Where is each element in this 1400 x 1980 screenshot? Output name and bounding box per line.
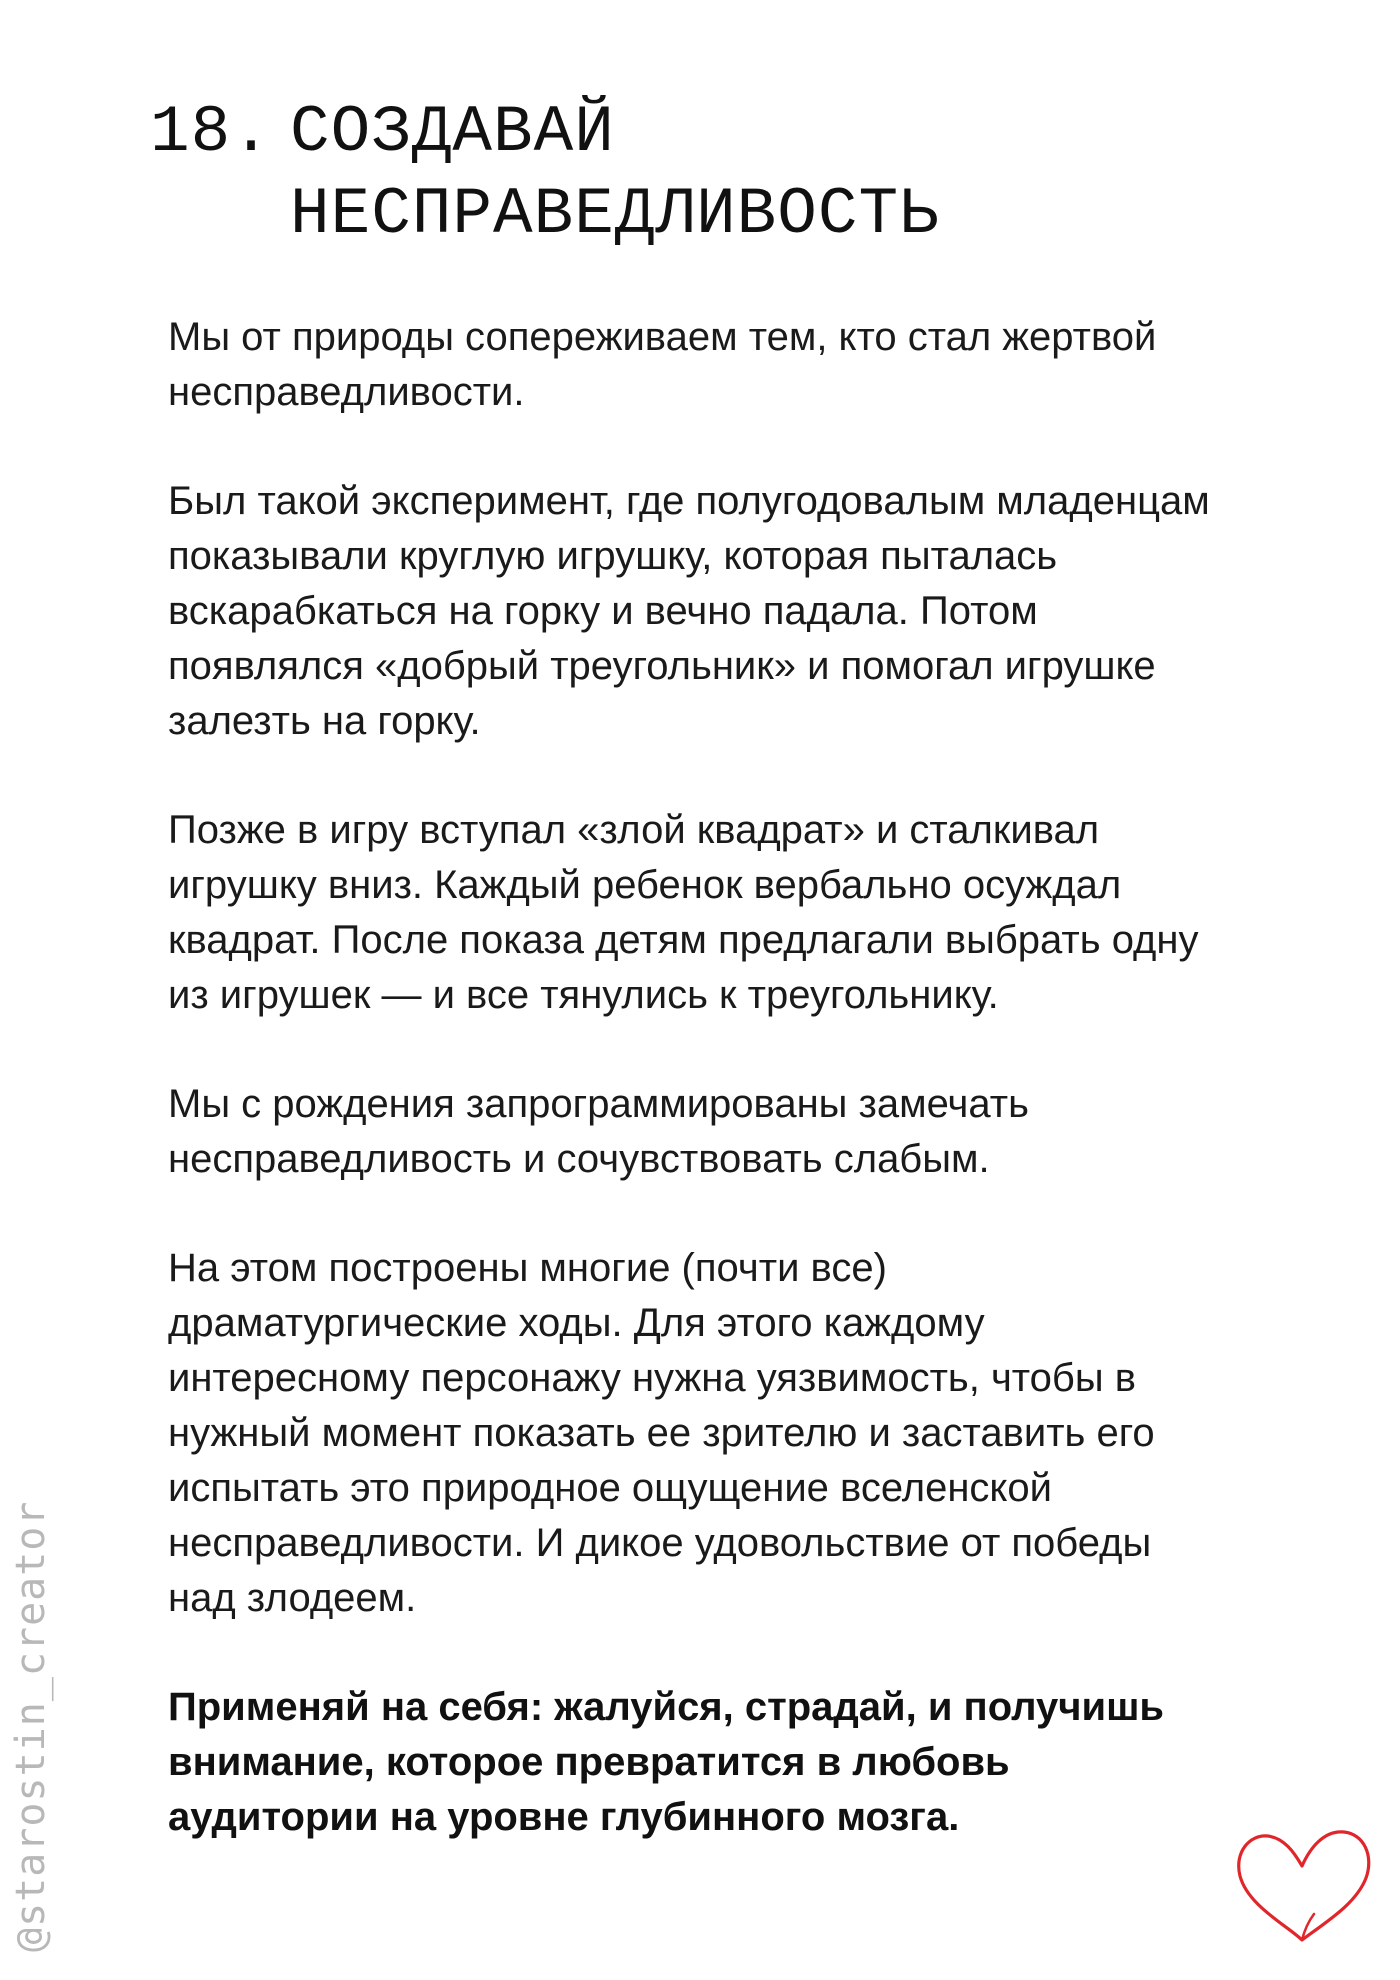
paragraph-square: Позже в игру вступал «злой квадрат» и сталкивал игрушку вниз. Каждый ребенок вербально осуждал квадрат. После показа детям предлагали выбрать одну из игрушек — и все тянулись к треугольнику. xyxy=(168,808,1199,1017)
title-number: 18. xyxy=(150,95,272,170)
title-line-2: НЕСПРАВЕДЛИВОСТЬ xyxy=(290,177,940,252)
heart-outline xyxy=(1239,1832,1369,1940)
title-line-1 xyxy=(150,92,940,174)
title-word-1: СОЗДАВАЙ xyxy=(290,95,615,170)
article-body xyxy=(168,310,1228,1845)
page-title xyxy=(150,92,940,256)
paragraph-intro: Мы от природы сопереживаем тем, кто стал жертвой несправедливости. xyxy=(168,315,1157,414)
heart-icon xyxy=(1228,1822,1378,1952)
paragraph-drama: На этом построены многие (почти все) драматургические ходы. Для этого каждому интересному персонажу нужна уязвимость, чтобы в нужный момент показать ее зрителю и заставить его испытать это природное ощущение вселенской несправедливости. И дикое удовольствие от победы над злодеем. xyxy=(168,1246,1155,1620)
paragraph-conclusion: Применяй на себя: жалуйся, страдай, и получишь внимание, которое превратится в любовь аудитории на уровне глубинного мозга. xyxy=(168,1685,1165,1839)
paragraph-experiment: Был такой эксперимент, где полугодовалым младенцам показывали круглую игрушку, которая пыталась вскарабкаться на горку и вечно падала. Потом появлялся «добрый треугольник» и помогал игрушке залезть на горку. xyxy=(168,479,1210,743)
paragraph-programmed: Мы с рождения запрограммированы замечать несправедливость и сочувствовать слабым. xyxy=(168,1082,1029,1181)
author-watermark: @starostin_creator xyxy=(8,1500,54,1952)
